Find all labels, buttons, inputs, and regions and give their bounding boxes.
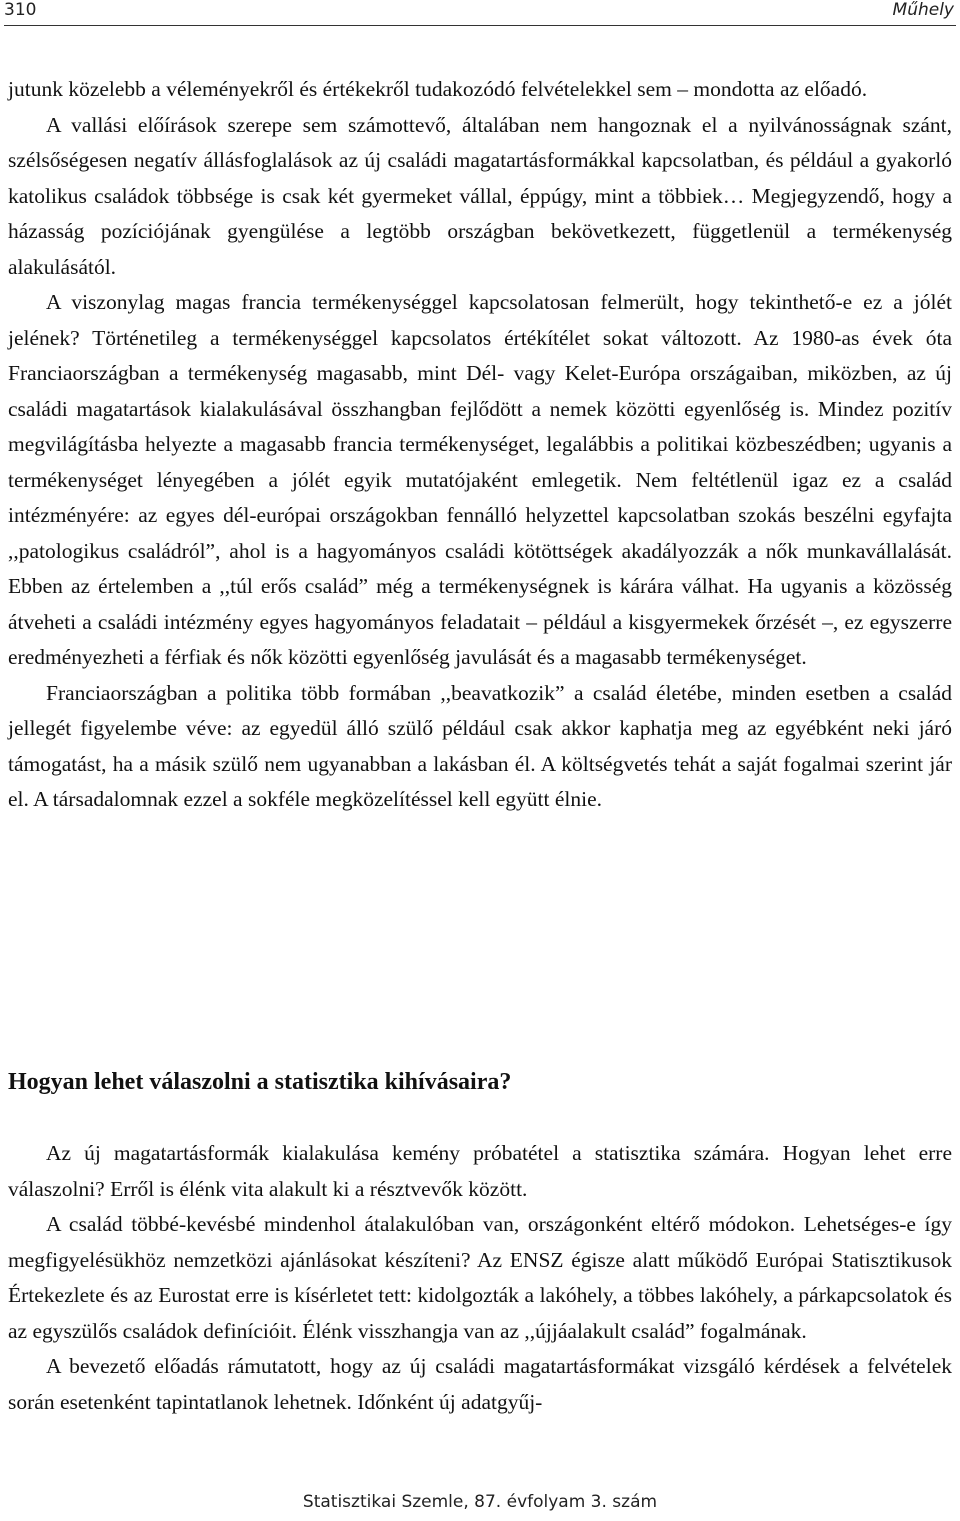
section-heading: Hogyan lehet válaszolni a statisztika kihívásaira? (8, 1069, 512, 1095)
paragraph: A család többé-kevésbé mindenhol átalakulóban van, országonként eltérő módokon. Lehetséges-e így megfigyelésükhöz nemzetközi ajánlásokat készíteni? Az ENSZ égisze alatt működő Európai Statisztikusok Értekezlete és az Eurostat erre is kísérletet tett: kidolgozták a lakóhely, a többes lakóhely, a párkapcsolatok és az egyszülős családok definícióit. Élénk visszhangja van az ,,újjáalakult család” fogalmának. (8, 1212, 952, 1343)
page-header (0, 0, 960, 32)
paragraph: jutunk közelebb a véleményekről és értékekről tudakozódó felvételekkel sem – mondotta az előadó. (8, 77, 868, 101)
paragraph: A vallási előírások szerepe sem számottevő, általában nem hangoznak el a nyilvánosságnak szánt, szélsőségesen negatív állásfoglalások az új családi magatartásformákkal kapcsolatban, és például a gyakorló katolikus családok többsége is csak két gyermeket vállal, éppúgy, mint a többiek… Megjegyzendő, hogy a házasság pozíciójának gyengülése a legtöbb országban bekövetkezett, függetlenül a termékenység alakulásától. (8, 112, 952, 279)
paragraph: Az új magatartásformák kialakulása kemény próbatétel a statisztika számára. Hogyan lehet erre válaszolni? Erről is élénk vita alakult ki a résztvevők között. (8, 1141, 952, 1201)
paragraph: A bevezető előadás rámutatott, hogy az új családi magatartásformákat vizsgáló kérdések a felvételek során esetenként tapintatlanok lehetnek. Időnként új adatgyűj- (8, 1354, 952, 1414)
page-footer: Statisztikai Szemle, 87. évfolyam 3. szám (302, 1492, 658, 1512)
body-text (8, 72, 952, 818)
section-text (8, 1136, 952, 1420)
header-rule (4, 25, 956, 26)
paragraph: Franciaországban a politika több formában ,,beavatkozik” a család életébe, minden esetben a család jellegét figyelembe véve: az egyedül álló szülő például csak akkor kaphatja meg az egyébként neki járó támogatást, ha a másik szülő nem ugyanabban a lakásban él. A költségvetés tehát a saját fogalmai szerint jár el. A társadalomnak ezzel a sokféle megközelítéssel kell együtt élnie. (8, 680, 952, 811)
paragraph: A viszonylag magas francia termékenységgel kapcsolatosan felmerült, hogy tekinthető-e ez a jólét jelének? Történetileg a termékenységgel kapcsolatos értékítélet sokat változott. Az 1980-as évek óta Franciaországban a termékenység magasabb, mint Dél- vagy Kelet-Európa országaiban, miközben, az új családi magatartások kialakulásával összhangban fejlődött a nemek közötti egyenlőség is. Mindez pozitív megvilágításba helyezte a magasabb francia termékenységet, legalábbis a politikai közbeszédben; ugyanis a termékenységet lényegében a jólét egyik mutatójaként emlegetik. Nem feltétlenül igaz ez a család intézményére: az egyes dél-európai országokban fennálló helyzettel kapcsolatban szokás beszélni egyfajta ,,patologikus családról”, ahol is a hagyományos családi kötöttségek akadályozzák a nők munkavállalását. Ebben az értelemben a ,,túl erős család” még a termékenységnek is kárára válhat. Ha ugyanis a közösség átveheti a családi intézmény egyes hagyományos feladatait – például a kisgyermekek őrzését –, ez egyszerre eredményezheti a férfiak és nők közötti egyenlőség javulását és a magasabb termékenységet. (8, 290, 952, 669)
page-number: 310 (4, 0, 37, 20)
running-head: Műhely (892, 0, 954, 20)
